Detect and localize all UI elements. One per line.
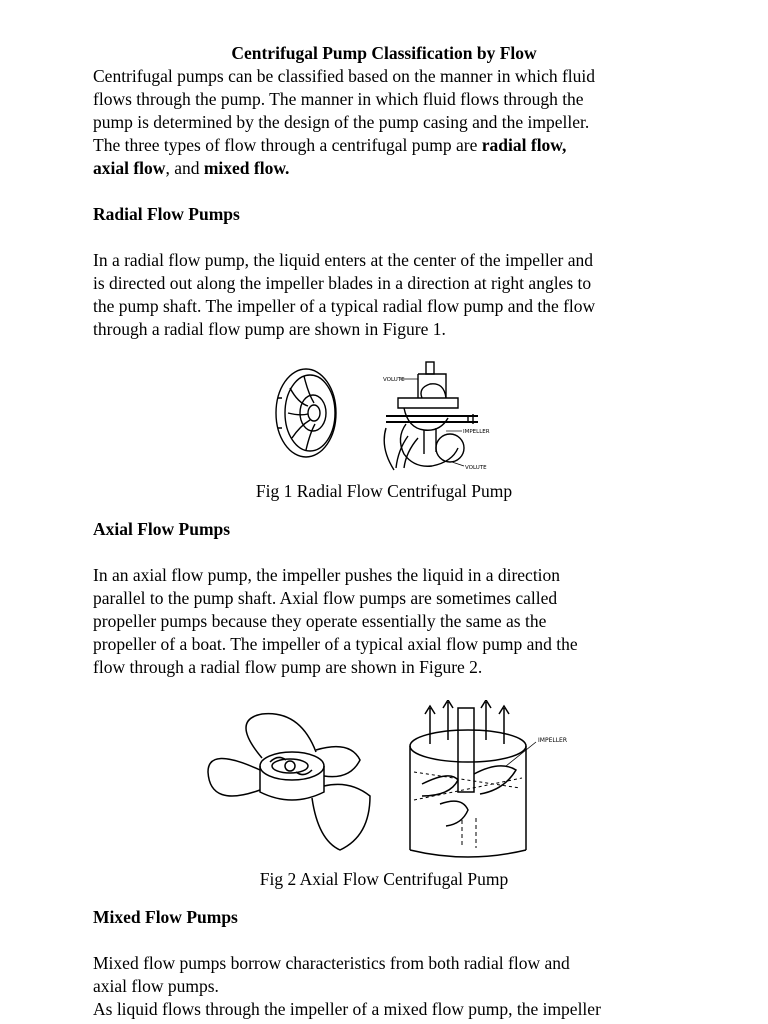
propeller-blade [208,758,260,796]
radial-line: the pump shaft. The impeller of a typical radial flow pump and the flow [93,296,596,316]
label-volute-bottom: VOLUTE [465,465,487,471]
figure-1-caption: Fig 1 Radial Flow Centrifugal Pump [255,481,513,501]
label-volute-top: VOLUTE [383,377,405,383]
axial-pump-illustration [200,700,580,860]
discharge-nozzle [426,362,434,374]
casing-cylinder [410,730,526,762]
figure-1 [268,358,508,473]
radial-line: through a radial flow pump are shown in Figure 1. [93,319,446,339]
label-impeller: IMPELLER [463,429,490,435]
intro-text: The three types of flow through a centrifugal pump are [93,135,482,155]
radial-line: In a radial flow pump, the liquid enters at the center of the impeller and [93,250,594,270]
mixed-line: As liquid flows through the impeller of a mixed flow pump, the impeller [93,999,601,1019]
radial-line: is directed out along the impeller blades in a direction at right angles to [93,273,592,293]
intro-line [93,134,683,157]
mixed-line: axial flow pumps. [93,976,219,996]
axial-line: parallel to the pump shaft. Axial flow pumps are sometimes called [93,588,558,608]
page-title: Centrifugal Pump Classification by Flow [231,43,537,63]
radial-pump-illustration [268,358,508,473]
axial-paragraph [93,564,683,679]
intro-line: flows through the pump. The manner in which fluid flows through the [93,89,584,109]
propeller-hub [260,752,324,780]
intro-line: Centrifugal pumps can be classified based on the manner in which fluid [93,66,596,86]
mixed-heading: Mixed Flow Pumps [93,907,238,927]
radial-paragraph [93,249,683,341]
axial-heading: Axial Flow Pumps [93,519,231,539]
label-impeller-axial: IMPELLER [538,737,568,744]
intro-paragraph [93,65,683,180]
figure-2 [200,700,580,860]
figure-2-caption: Fig 2 Axial Flow Centrifugal Pump [259,869,509,889]
intro-text: , and [165,158,204,178]
propeller-blade [246,714,316,758]
axial-line: In an axial flow pump, the impeller pushes the liquid in a direction [93,565,561,585]
mixed-paragraph [93,952,683,1021]
term-mixed-flow: mixed flow. [203,158,290,178]
term-radial-flow: radial flow, [481,135,567,155]
axial-line: propeller of a boat. The impeller of a typical axial flow pump and the [93,634,578,654]
axial-line: propeller pumps because they operate essentially the same as the [93,611,547,631]
radial-heading: Radial Flow Pumps [93,204,240,224]
intro-line: pump is determined by the design of the pump casing and the impeller. [93,112,590,132]
axial-line: flow through a radial flow pump are shown in Figure 2. [93,657,483,677]
term-axial-flow: axial flow [93,158,166,178]
mixed-line: Mixed flow pumps borrow characteristics from both radial flow and [93,953,570,973]
intro-line [93,157,683,180]
